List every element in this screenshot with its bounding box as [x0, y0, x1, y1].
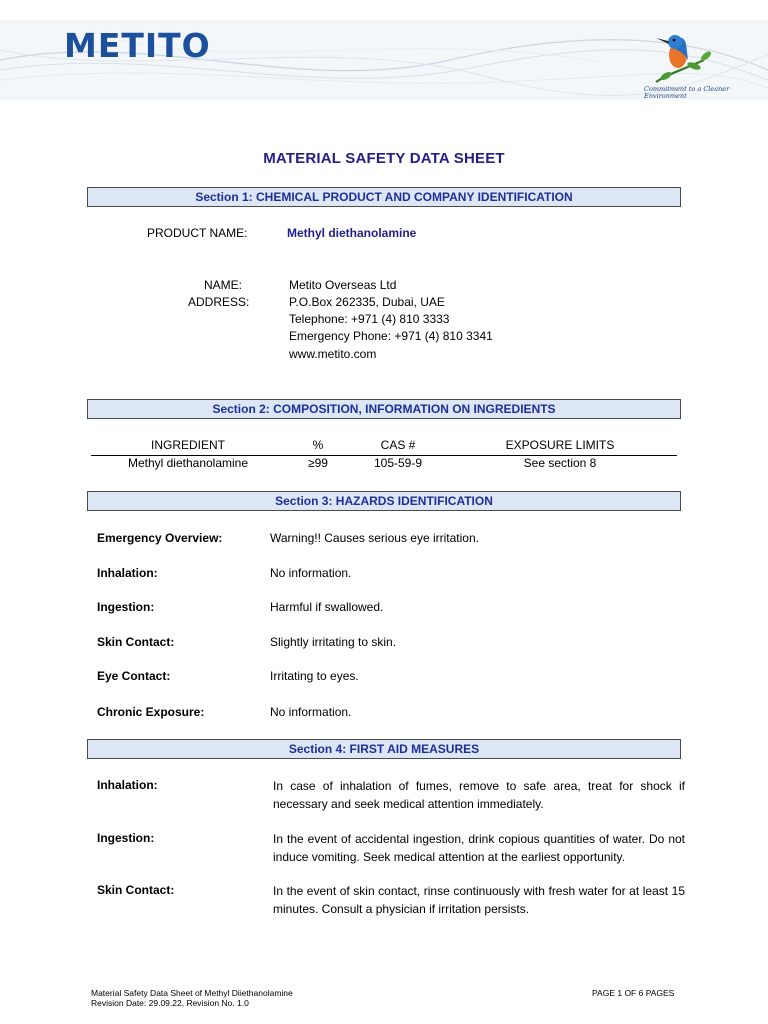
- hazard-value-eye-contact: Irritating to eyes.: [270, 669, 359, 683]
- ingredient-cell: Methyl diethanolamine: [127, 456, 249, 470]
- column-header-cas: CAS #: [380, 438, 416, 452]
- column-header-exposure-limits: EXPOSURE LIMITS: [505, 438, 615, 452]
- name-label: NAME:: [204, 278, 243, 292]
- footer-page-number: PAGE 1 OF 6 PAGES: [592, 988, 675, 998]
- address-label: ADDRESS:: [188, 295, 250, 309]
- name-value: Metito Overseas Ltd: [289, 278, 397, 292]
- first-aid-label-ingestion: Ingestion:: [97, 831, 155, 845]
- hazard-label-skin-contact: Skin Contact:: [97, 635, 175, 649]
- section-2-heading: Section 2: COMPOSITION, INFORMATION ON INGREDIENTS: [87, 399, 681, 419]
- first-aid-label-inhalation: Inhalation:: [97, 778, 158, 792]
- product-name-value: Methyl diethanolamine: [287, 226, 417, 240]
- hazard-label-emergency-overview: Emergency Overview:: [97, 531, 223, 545]
- metito-logo: METITO: [64, 26, 211, 65]
- hazard-value-ingestion: Harmful if swallowed.: [270, 600, 384, 614]
- hazard-value-chronic-exposure: No information.: [270, 705, 352, 719]
- hazard-value-emergency-overview: Warning!! Causes serious eye irritation.: [270, 531, 479, 545]
- document-title: MATERIAL SAFETY DATA SHEET: [263, 150, 505, 167]
- kingfisher-icon: [648, 30, 718, 88]
- cas-cell: 105-59-9: [373, 456, 423, 470]
- footer-document-name: Material Safety Data Sheet of Methyl Diiethanolamine: [91, 988, 293, 998]
- hazard-label-inhalation: Inhalation:: [97, 566, 158, 580]
- hazard-label-eye-contact: Eye Contact:: [97, 669, 171, 683]
- hazard-value-skin-contact: Slightly irritating to skin.: [270, 635, 397, 649]
- tagline: Commitment to a Cleaner Environment: [644, 85, 730, 100]
- footer-revision: Revision Date: 29.09.22, Revision No. 1.0: [91, 998, 249, 1008]
- first-aid-value-ingestion: In the event of accidental ingestion, drink copious quantities of water. Do not induce vomiting. Seek medical attention at the earliest opportunity.: [273, 832, 685, 864]
- product-name-label: PRODUCT NAME:: [147, 226, 248, 240]
- section-1-heading: Section 1: CHEMICAL PRODUCT AND COMPANY IDENTIFICATION: [87, 187, 681, 207]
- first-aid-value-inhalation: In case of inhalation of fumes, remove to safe area, treat for shock if necessary and seek medical attention immediately.: [273, 779, 685, 811]
- column-header-ingredient: INGREDIENT: [150, 438, 225, 452]
- hazard-label-chronic-exposure: Chronic Exposure:: [97, 705, 205, 719]
- emergency-phone-line: Emergency Phone: +971 (4) 810 3341: [289, 329, 493, 343]
- website-link[interactable]: www.metito.com: [289, 347, 377, 361]
- address-line: P.O.Box 262335, Dubai, UAE: [289, 295, 445, 309]
- section-4-heading: Section 4: FIRST AID MEASURES: [87, 739, 681, 759]
- first-aid-value-skin-contact: In the event of skin contact, rinse continuously with fresh water for at least 15 minutes. Consult a physician if irritation persists.: [273, 884, 685, 916]
- percent-cell: ≥99: [308, 456, 328, 470]
- exposure-limits-cell: See section 8: [523, 456, 597, 470]
- hazard-label-ingestion: Ingestion:: [97, 600, 155, 614]
- column-header-percent: %: [312, 438, 324, 452]
- telephone-line: Telephone: +971 (4) 810 3333: [289, 312, 450, 326]
- section-3-heading: Section 3: HAZARDS IDENTIFICATION: [87, 491, 681, 511]
- hazard-value-inhalation: No information.: [270, 566, 352, 580]
- first-aid-label-skin-contact: Skin Contact:: [97, 883, 175, 897]
